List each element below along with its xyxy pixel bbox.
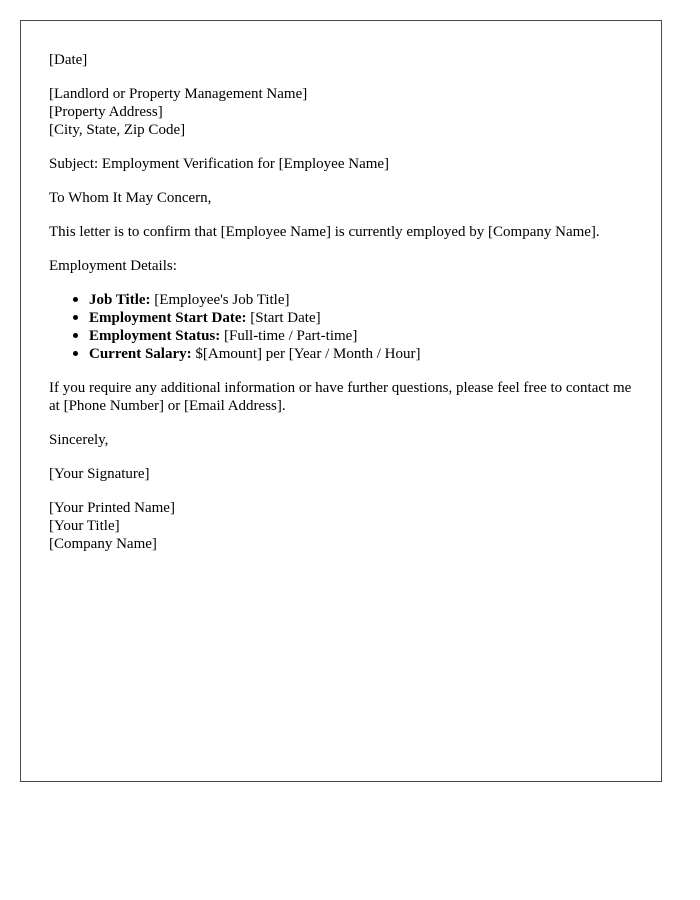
detail-label: Employment Start Date: — [89, 310, 247, 326]
detail-value: [Full-time / Part-time] — [224, 328, 358, 344]
detail-item-start-date — [89, 309, 633, 327]
sender-company: [Company Name] — [49, 536, 157, 552]
detail-value: $[Amount] per [Year / Month / Hour] — [195, 346, 421, 362]
bullet-icon — [73, 297, 78, 302]
recipient-name: [Landlord or Property Management Name] — [49, 86, 308, 102]
letter-subject: Subject: Employment Verification for [Employee Name] — [49, 156, 390, 172]
recipient-block — [49, 85, 633, 139]
closing-paragraph: If you require any additional information or have further questions, please feel free to contact me at [Phone Number] or [Email Address]. — [49, 380, 632, 414]
letter-page — [20, 20, 662, 782]
detail-item-salary — [89, 345, 633, 363]
sender-printed-name: [Your Printed Name] — [49, 500, 175, 516]
letter-date: [Date] — [49, 52, 88, 68]
sender-block — [49, 499, 633, 553]
detail-value: [Start Date] — [250, 310, 321, 326]
bullet-icon — [73, 351, 78, 356]
detail-label: Job Title: — [89, 292, 151, 308]
detail-item-job-title — [89, 291, 633, 309]
detail-label: Employment Status: — [89, 328, 221, 344]
bullet-icon — [73, 315, 78, 320]
signature-placeholder: [Your Signature] — [49, 466, 150, 482]
letter-intro: This letter is to confirm that [Employee Name] is currently employed by [Company Name]. — [49, 224, 600, 240]
letter-closing: Sincerely, — [49, 432, 109, 448]
details-heading: Employment Details: — [49, 258, 177, 274]
sender-title: [Your Title] — [49, 518, 120, 534]
bullet-icon — [73, 333, 78, 338]
detail-item-status — [89, 327, 633, 345]
letter-salutation: To Whom It May Concern, — [49, 190, 212, 206]
recipient-city-state-zip: [City, State, Zip Code] — [49, 122, 186, 138]
employment-details-list — [49, 291, 633, 363]
detail-label: Current Salary: — [89, 346, 192, 362]
recipient-address: [Property Address] — [49, 104, 163, 120]
detail-value: [Employee's Job Title] — [154, 292, 290, 308]
